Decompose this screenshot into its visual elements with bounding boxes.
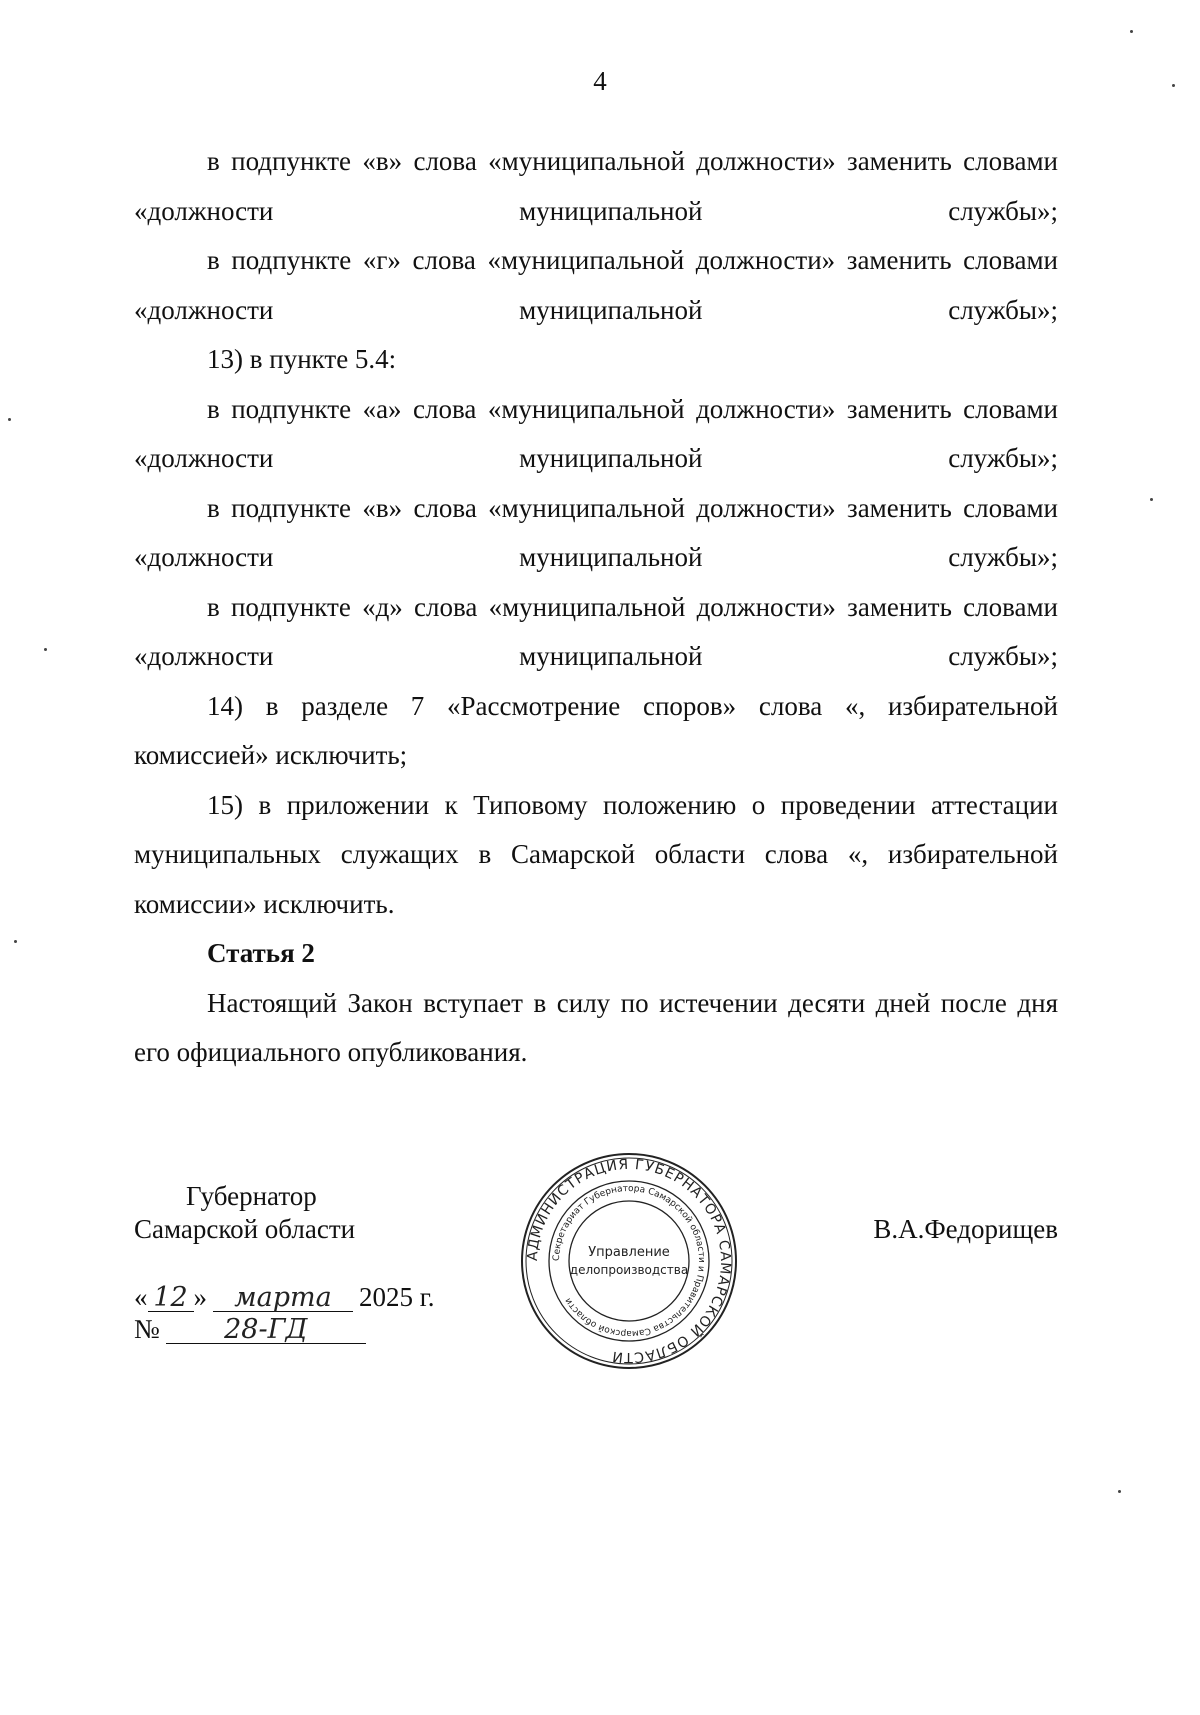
signatory-title-line2: Самарской области [134, 1214, 356, 1244]
seal-center-line1: Управление [588, 1245, 670, 1260]
scan-speck [1118, 1490, 1121, 1493]
paragraph: в подпункте «в» слова «муниципальной должности» заменить словами «должности муниципальной службы»; [134, 492, 1058, 572]
scan-speck [8, 418, 11, 421]
paragraph: 13) в пункте 5.4: [207, 344, 397, 374]
date-open-quote: « [134, 1282, 148, 1312]
date-close-quote: » [193, 1282, 207, 1312]
seal-middle-ring [549, 1181, 709, 1341]
article-heading: Статья 2 [207, 938, 315, 968]
scan-speck [1172, 84, 1175, 87]
article-paragraph: Настоящий Закон вступает в силу по истечении десяти дней после дня его официального опубликования. [134, 987, 1058, 1067]
paragraph: в подпункте «в» слова «муниципальной должности» заменить словами «должности муниципальной службы»; [134, 146, 1058, 226]
date-month: марта [213, 1285, 353, 1312]
paragraph: в подпункте «а» слова «муниципальной должности» заменить словами «должности муниципальной службы»; [134, 393, 1058, 473]
official-seal-stamp [518, 1150, 740, 1372]
scan-speck [1130, 30, 1133, 33]
seal-outer-text-path: АДМИНИСТРАЦИЯ ГУБЕРНАТОРА САМАРСКОЙ ОБЛАСТИ [524, 1156, 734, 1366]
law-number [134, 1314, 366, 1345]
paragraph: в подпункте «г» слова «муниципальной должности» заменить словами «должности муниципальной службы»; [134, 245, 1058, 325]
scan-speck [14, 940, 17, 943]
signatory-title [134, 1180, 355, 1246]
signing-date [134, 1282, 435, 1313]
document-body [134, 137, 1058, 1078]
signatory-title-line1: Губернатор [186, 1181, 317, 1211]
date-year: 2025 г. [359, 1282, 435, 1312]
paragraph: в подпункте «д» слова «муниципальной должности» заменить словами «должности муниципальной службы»; [134, 591, 1058, 671]
seal-inner-text [552, 1184, 706, 1338]
seal-center-line2: делопроизводства [569, 1263, 689, 1277]
date-day: 12 [148, 1285, 194, 1312]
seal-inner-ring [569, 1201, 689, 1321]
scan-speck [44, 648, 47, 651]
paragraph: 15) в приложении к Типовому положению о проведении аттестации муниципальных служащих в Самарской области слова «, избирательной комиссии» исключить. [134, 789, 1058, 919]
signatory-name: В.А.Федорищев [873, 1214, 1058, 1244]
paragraph: 14) в разделе 7 «Рассмотрение споров» слова «, избирательной комиссией» исключить; [134, 690, 1058, 770]
page-number: 4 [593, 66, 607, 96]
number-label: № [134, 1314, 160, 1344]
scan-speck [1150, 498, 1153, 501]
seal-inner-text-path: Секретариат Губернатора Самарской области и Правительства Самарской области [551, 1183, 707, 1339]
number-value: 28-ГД [166, 1317, 366, 1344]
